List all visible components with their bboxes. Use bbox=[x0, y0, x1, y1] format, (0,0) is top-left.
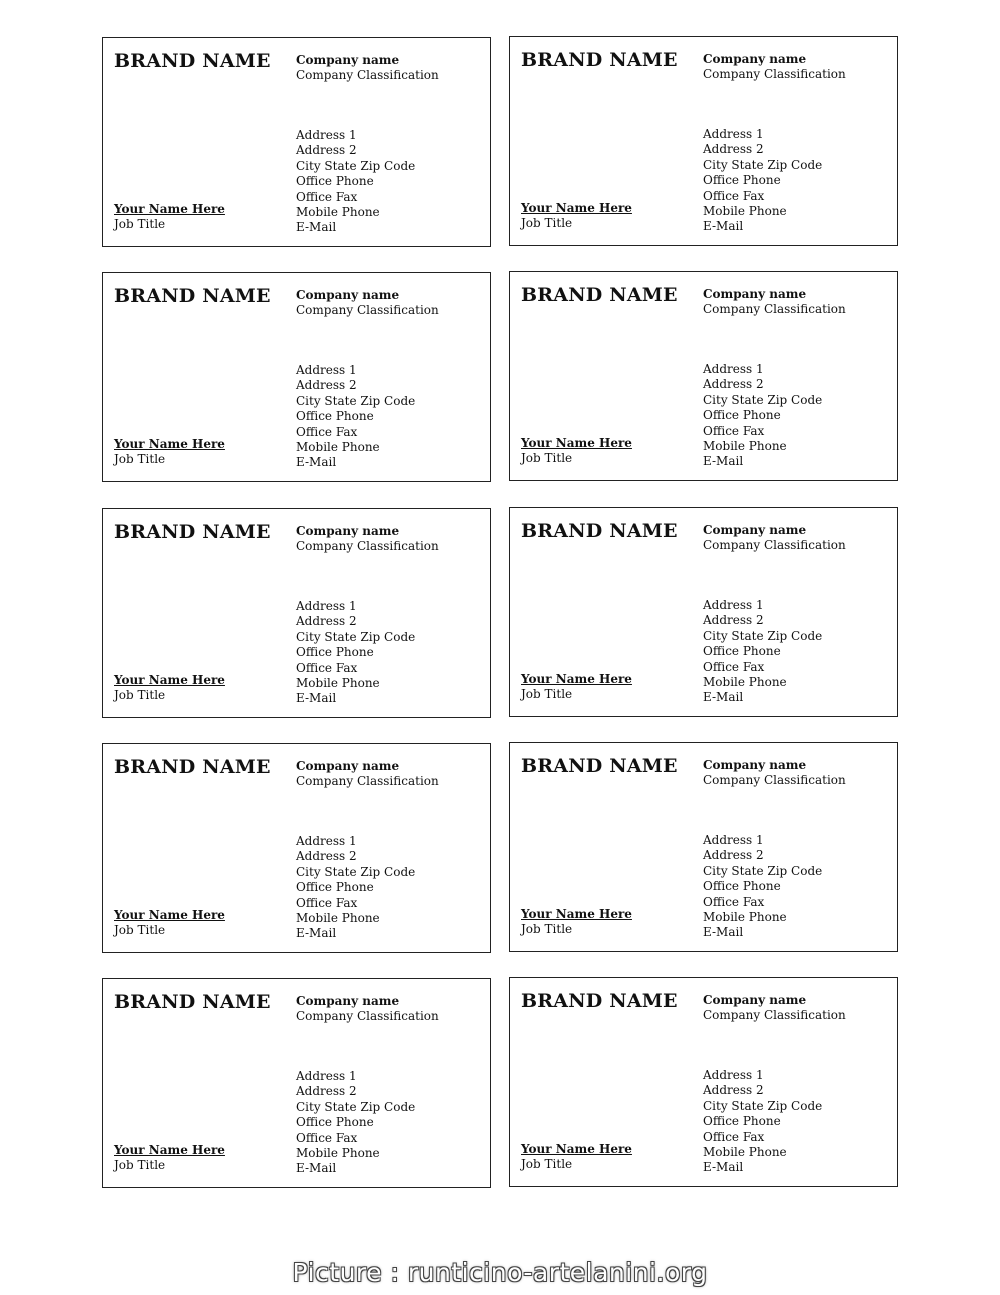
office-phone: Office Phone bbox=[703, 644, 781, 659]
address-1: Address 1 bbox=[296, 834, 357, 848]
company-classification: Company Classification bbox=[296, 774, 439, 789]
company-name: Company name bbox=[703, 993, 807, 1007]
contact-block bbox=[296, 128, 415, 236]
contact-block bbox=[296, 363, 415, 471]
job-title: Job Title bbox=[521, 451, 573, 466]
person-block bbox=[521, 907, 632, 938]
mobile-phone: Mobile Phone bbox=[703, 204, 787, 219]
address-2: Address 2 bbox=[703, 1083, 764, 1098]
office-fax: Office Fax bbox=[296, 424, 358, 439]
company-classification: Company Classification bbox=[296, 1009, 439, 1024]
company-block bbox=[296, 524, 439, 555]
company-name: Company name bbox=[296, 524, 400, 538]
person-block bbox=[521, 672, 632, 703]
contact-block bbox=[296, 1069, 415, 1177]
job-title: Job Title bbox=[521, 1157, 573, 1172]
office-fax: Office Fax bbox=[296, 189, 358, 204]
brand-name: BRAND NAME bbox=[521, 520, 678, 542]
office-fax: Office Fax bbox=[296, 895, 358, 910]
company-classification: Company Classification bbox=[703, 1008, 846, 1023]
brand-name: BRAND NAME bbox=[114, 285, 271, 307]
company-classification: Company Classification bbox=[296, 539, 439, 554]
mobile-phone: Mobile Phone bbox=[296, 676, 380, 691]
office-phone: Office Phone bbox=[703, 173, 781, 188]
business-card bbox=[102, 37, 491, 247]
brand-name: BRAND NAME bbox=[521, 284, 678, 306]
office-phone: Office Phone bbox=[296, 174, 374, 189]
address-1: Address 1 bbox=[296, 128, 357, 142]
watermark-caption: Picture : runticino-artelanini.org bbox=[292, 1258, 708, 1287]
city-state-zip: City State Zip Code bbox=[296, 1099, 416, 1114]
email: E-Mail bbox=[296, 926, 337, 941]
address-1: Address 1 bbox=[703, 1068, 764, 1082]
company-name: Company name bbox=[703, 758, 807, 772]
business-card bbox=[102, 508, 491, 718]
mobile-phone: Mobile Phone bbox=[296, 440, 380, 455]
address-1: Address 1 bbox=[296, 363, 357, 377]
contact-block bbox=[296, 599, 415, 707]
company-classification: Company Classification bbox=[296, 68, 439, 83]
business-card bbox=[509, 742, 898, 952]
company-name: Company name bbox=[703, 523, 807, 537]
person-name: Your Name Here bbox=[521, 201, 632, 215]
company-classification: Company Classification bbox=[703, 67, 846, 82]
person-block bbox=[521, 436, 632, 467]
brand-name: BRAND NAME bbox=[114, 50, 271, 72]
mobile-phone: Mobile Phone bbox=[296, 911, 380, 926]
contact-block bbox=[703, 127, 822, 235]
brand-name: BRAND NAME bbox=[114, 991, 271, 1013]
company-block bbox=[296, 53, 439, 84]
office-fax: Office Fax bbox=[703, 894, 765, 909]
person-block bbox=[114, 437, 225, 468]
company-name: Company name bbox=[703, 287, 807, 301]
contact-block bbox=[703, 1068, 822, 1176]
office-phone: Office Phone bbox=[703, 1114, 781, 1129]
person-name: Your Name Here bbox=[114, 437, 225, 451]
company-name: Company name bbox=[296, 759, 400, 773]
job-title: Job Title bbox=[521, 922, 573, 937]
company-block bbox=[703, 758, 846, 789]
address-2: Address 2 bbox=[296, 614, 357, 629]
company-classification: Company Classification bbox=[703, 302, 846, 317]
address-2: Address 2 bbox=[296, 1084, 357, 1099]
city-state-zip: City State Zip Code bbox=[703, 157, 823, 172]
city-state-zip: City State Zip Code bbox=[703, 392, 823, 407]
email: E-Mail bbox=[703, 454, 744, 469]
person-name: Your Name Here bbox=[114, 1143, 225, 1157]
job-title: Job Title bbox=[114, 452, 166, 467]
city-state-zip: City State Zip Code bbox=[296, 393, 416, 408]
person-block bbox=[114, 673, 225, 704]
mobile-phone: Mobile Phone bbox=[703, 1145, 787, 1160]
address-1: Address 1 bbox=[703, 362, 764, 376]
person-name: Your Name Here bbox=[521, 672, 632, 686]
business-card bbox=[102, 743, 491, 953]
person-block bbox=[521, 1142, 632, 1173]
mobile-phone: Mobile Phone bbox=[703, 439, 787, 454]
company-block bbox=[703, 287, 846, 318]
job-title: Job Title bbox=[114, 923, 166, 938]
office-phone: Office Phone bbox=[296, 1115, 374, 1130]
mobile-phone: Mobile Phone bbox=[703, 910, 787, 925]
address-2: Address 2 bbox=[703, 377, 764, 392]
office-fax: Office Fax bbox=[703, 188, 765, 203]
address-2: Address 2 bbox=[296, 143, 357, 158]
address-2: Address 2 bbox=[703, 613, 764, 628]
person-block bbox=[521, 201, 632, 232]
city-state-zip: City State Zip Code bbox=[296, 629, 416, 644]
brand-name: BRAND NAME bbox=[114, 521, 271, 543]
contact-block bbox=[703, 362, 822, 470]
brand-name: BRAND NAME bbox=[114, 756, 271, 778]
address-2: Address 2 bbox=[703, 142, 764, 157]
company-block bbox=[703, 993, 846, 1024]
address-1: Address 1 bbox=[296, 599, 357, 613]
address-2: Address 2 bbox=[296, 378, 357, 393]
person-name: Your Name Here bbox=[114, 673, 225, 687]
person-block bbox=[114, 908, 225, 939]
email: E-Mail bbox=[296, 220, 337, 235]
company-classification: Company Classification bbox=[296, 303, 439, 318]
contact-block bbox=[703, 598, 822, 706]
email: E-Mail bbox=[296, 455, 337, 470]
business-card bbox=[509, 271, 898, 481]
company-name: Company name bbox=[296, 288, 400, 302]
person-name: Your Name Here bbox=[521, 436, 632, 450]
job-title: Job Title bbox=[521, 216, 573, 231]
company-block bbox=[296, 994, 439, 1025]
address-2: Address 2 bbox=[703, 848, 764, 863]
job-title: Job Title bbox=[114, 217, 166, 232]
address-2: Address 2 bbox=[296, 849, 357, 864]
office-fax: Office Fax bbox=[296, 660, 358, 675]
company-name: Company name bbox=[296, 994, 400, 1008]
address-1: Address 1 bbox=[703, 598, 764, 612]
email: E-Mail bbox=[296, 691, 337, 706]
city-state-zip: City State Zip Code bbox=[703, 628, 823, 643]
business-card bbox=[509, 977, 898, 1187]
company-block bbox=[703, 523, 846, 554]
person-block bbox=[114, 202, 225, 233]
company-classification: Company Classification bbox=[703, 538, 846, 553]
job-title: Job Title bbox=[114, 1158, 166, 1173]
address-1: Address 1 bbox=[296, 1069, 357, 1083]
address-1: Address 1 bbox=[703, 833, 764, 847]
company-block bbox=[703, 52, 846, 83]
city-state-zip: City State Zip Code bbox=[296, 864, 416, 879]
office-phone: Office Phone bbox=[296, 645, 374, 660]
job-title: Job Title bbox=[114, 688, 166, 703]
office-fax: Office Fax bbox=[703, 1129, 765, 1144]
business-card bbox=[509, 36, 898, 246]
office-phone: Office Phone bbox=[296, 880, 374, 895]
city-state-zip: City State Zip Code bbox=[296, 158, 416, 173]
job-title: Job Title bbox=[521, 687, 573, 702]
email: E-Mail bbox=[703, 1160, 744, 1175]
company-name: Company name bbox=[703, 52, 807, 66]
brand-name: BRAND NAME bbox=[521, 49, 678, 71]
office-fax: Office Fax bbox=[703, 423, 765, 438]
address-1: Address 1 bbox=[703, 127, 764, 141]
business-card bbox=[102, 978, 491, 1188]
company-block bbox=[296, 759, 439, 790]
person-name: Your Name Here bbox=[521, 1142, 632, 1156]
company-classification: Company Classification bbox=[703, 773, 846, 788]
mobile-phone: Mobile Phone bbox=[296, 205, 380, 220]
email: E-Mail bbox=[703, 690, 744, 705]
business-card bbox=[509, 507, 898, 717]
contact-block bbox=[296, 834, 415, 942]
contact-block bbox=[703, 833, 822, 941]
person-name: Your Name Here bbox=[521, 907, 632, 921]
office-phone: Office Phone bbox=[296, 409, 374, 424]
mobile-phone: Mobile Phone bbox=[703, 675, 787, 690]
city-state-zip: City State Zip Code bbox=[703, 1098, 823, 1113]
office-phone: Office Phone bbox=[703, 408, 781, 423]
email: E-Mail bbox=[703, 219, 744, 234]
office-phone: Office Phone bbox=[703, 879, 781, 894]
person-name: Your Name Here bbox=[114, 908, 225, 922]
brand-name: BRAND NAME bbox=[521, 755, 678, 777]
brand-name: BRAND NAME bbox=[521, 990, 678, 1012]
city-state-zip: City State Zip Code bbox=[703, 863, 823, 878]
email: E-Mail bbox=[703, 925, 744, 940]
office-fax: Office Fax bbox=[296, 1130, 358, 1145]
company-name: Company name bbox=[296, 53, 400, 67]
person-name: Your Name Here bbox=[114, 202, 225, 216]
office-fax: Office Fax bbox=[703, 659, 765, 674]
company-block bbox=[296, 288, 439, 319]
mobile-phone: Mobile Phone bbox=[296, 1146, 380, 1161]
person-block bbox=[114, 1143, 225, 1174]
business-card bbox=[102, 272, 491, 482]
email: E-Mail bbox=[296, 1161, 337, 1176]
